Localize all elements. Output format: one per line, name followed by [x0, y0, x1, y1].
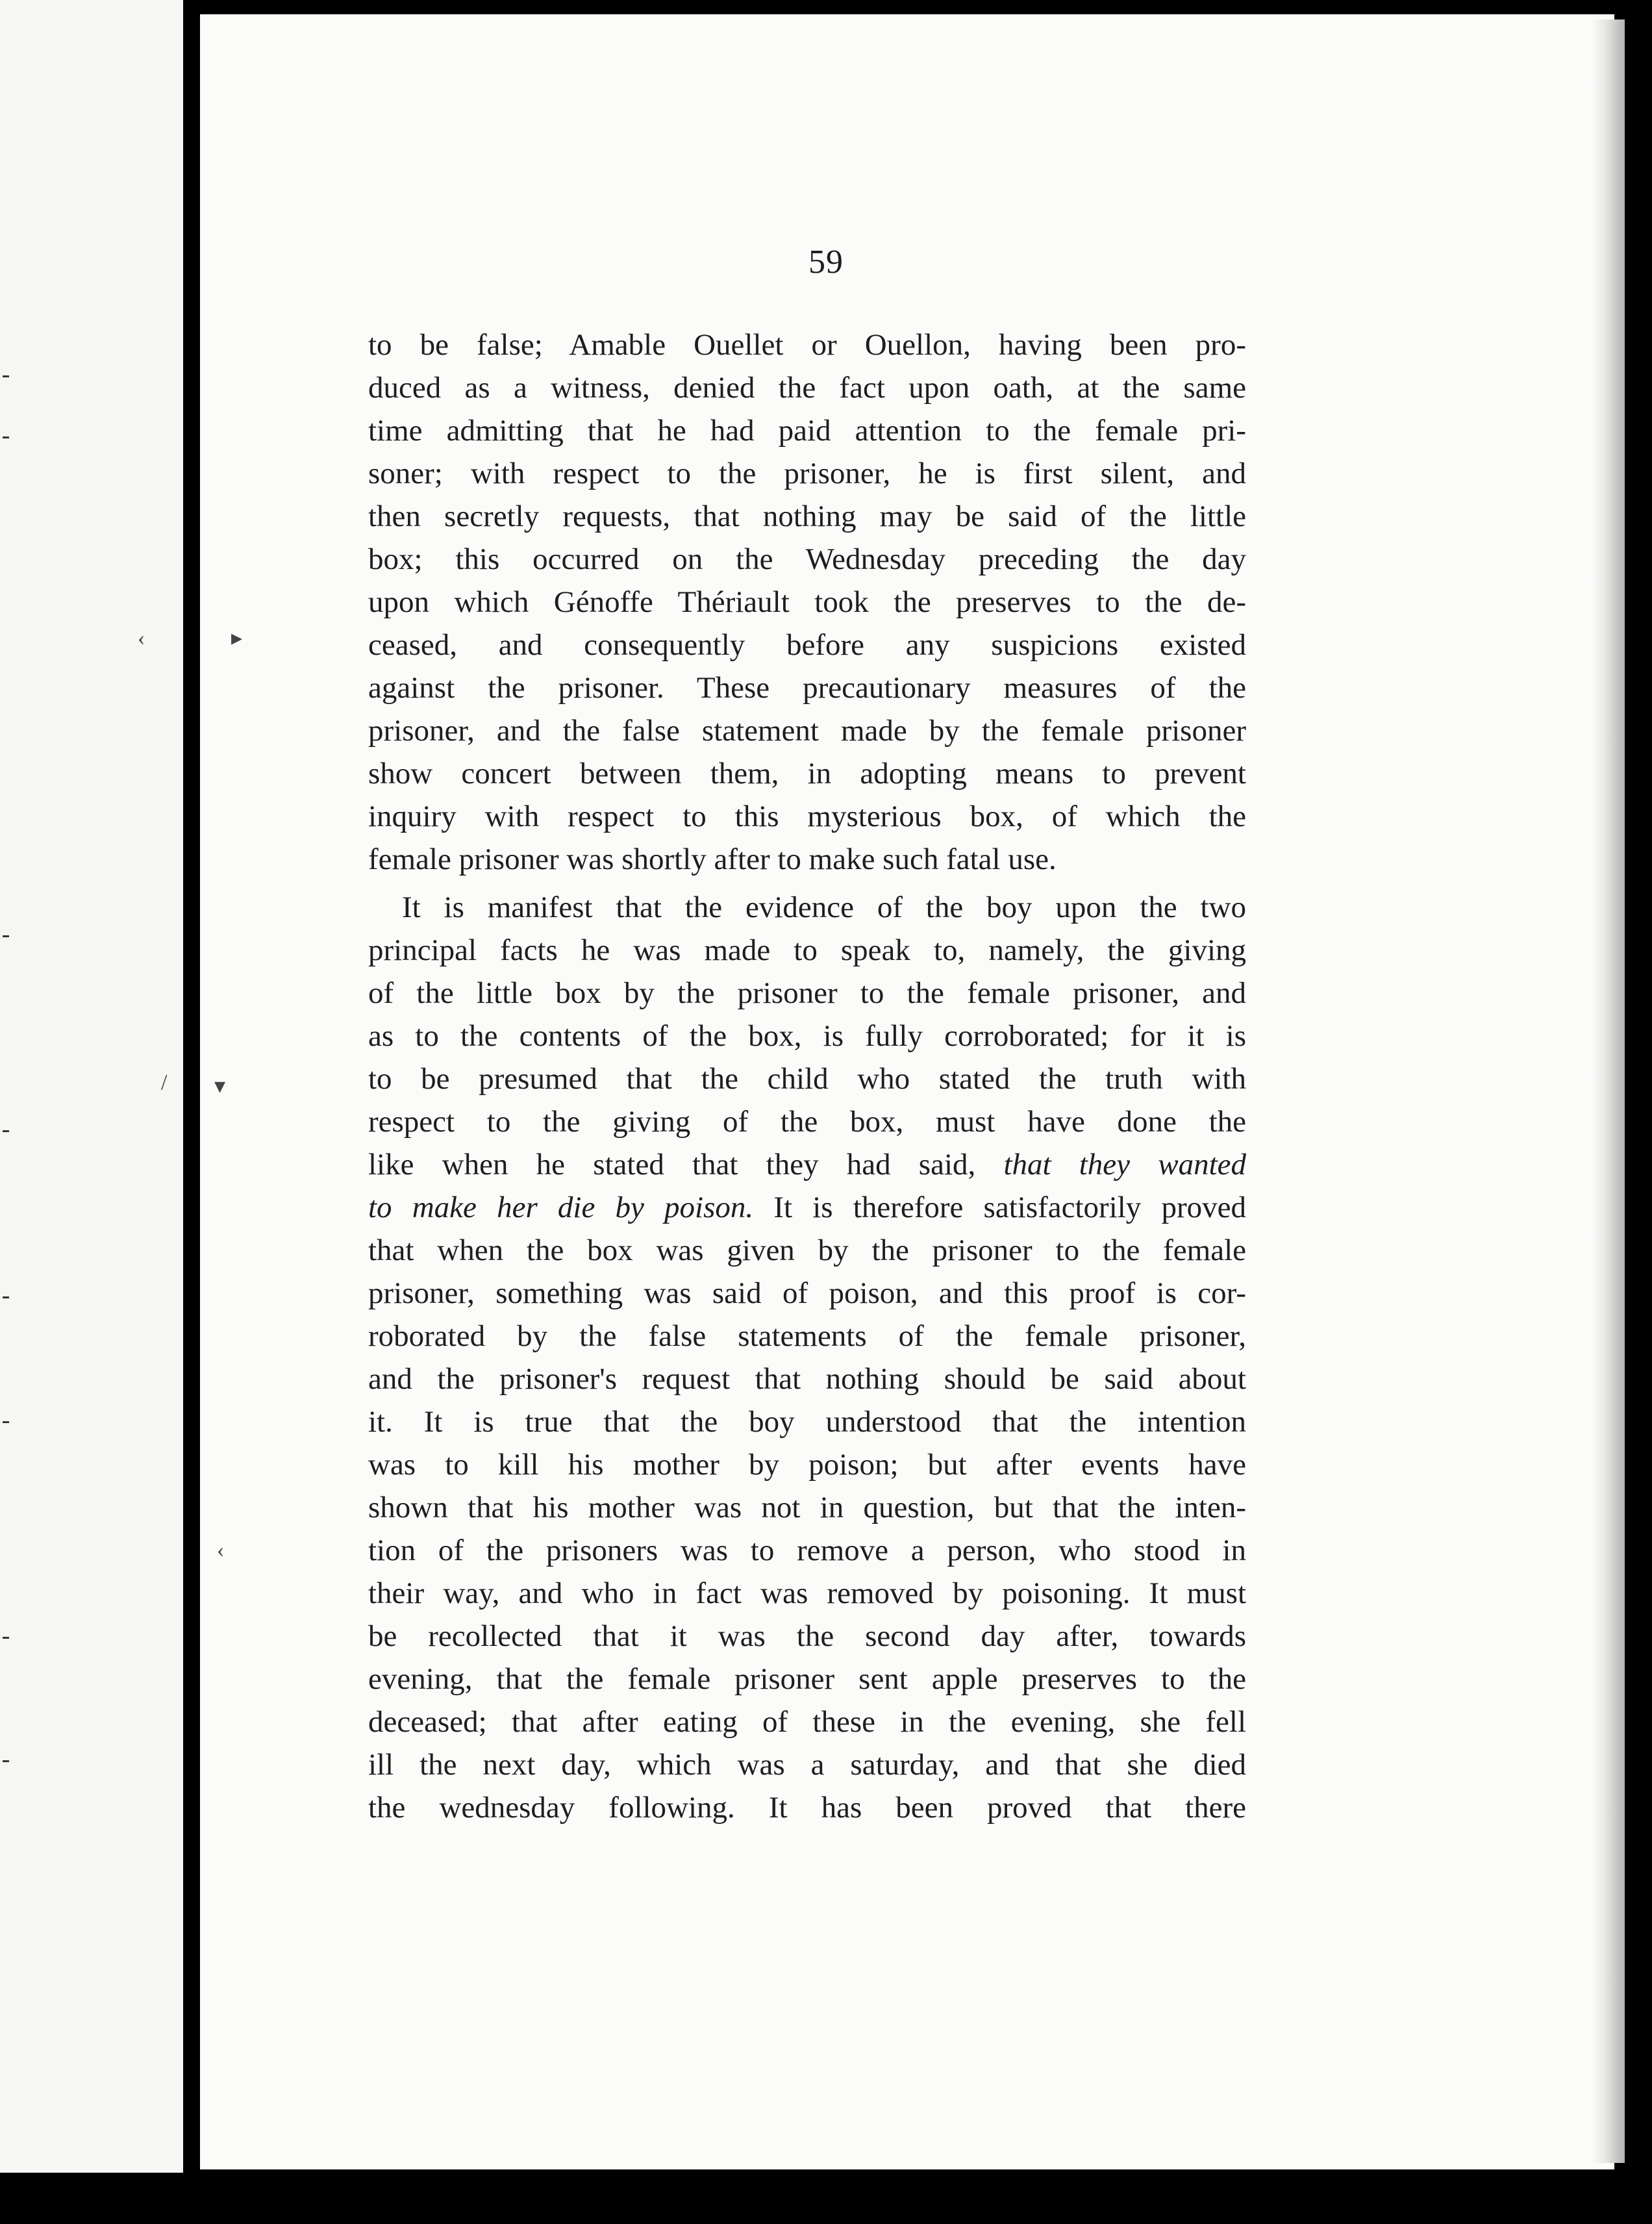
- text-run: like when he stated that they had said,: [368, 1148, 976, 1182]
- bleed-mark: [3, 1296, 9, 1298]
- paragraph-2: [368, 886, 1246, 1829]
- text-line-with-italic: [368, 1143, 1246, 1186]
- text-line: principal facts he was made to speak to, namely, the giving: [368, 933, 1246, 967]
- text-line: the wednesday following. It has been proved that there: [368, 1791, 1246, 1825]
- margin-tick: ▸: [231, 626, 243, 650]
- bleed-mark: [3, 375, 9, 377]
- text-line: time admitting that he had paid attention to the female pri-: [368, 414, 1246, 448]
- text-line: that when the box was given by the prisoner to the female: [368, 1233, 1246, 1267]
- text-line: show concert between them, in adopting means to prevent: [368, 757, 1246, 790]
- text-line: roborated by the false statements of the female prisoner,: [368, 1319, 1246, 1353]
- text-line: evening, that the female prisoner sent apple preserves to the: [368, 1662, 1246, 1696]
- body-text: [368, 323, 1246, 1829]
- text-line: deceased; that after eating of these in the evening, she fell: [368, 1705, 1246, 1739]
- text-line: was to kill his mother by poison; but after events have: [368, 1448, 1246, 1482]
- binding-gutter: [183, 0, 200, 2224]
- text-line: prisoner, and the false statement made by the female prisoner: [368, 714, 1246, 748]
- text-line: duced as a witness, denied the fact upon oath, at the same: [368, 371, 1246, 405]
- margin-tick: ▾: [214, 1074, 226, 1098]
- page-edge-shadow: [1591, 19, 1625, 2163]
- page-number: 59: [808, 244, 844, 281]
- facing-page-edge: [0, 0, 183, 2173]
- text-line: to be false; Amable Ouellet or Ouellon, having been pro-: [368, 328, 1246, 362]
- text-line: prisoner, something was said of poison, and this proof is cor-: [368, 1276, 1246, 1310]
- bleed-mark: [3, 1637, 9, 1639]
- margin-tick: ‹: [217, 1538, 225, 1562]
- scan-border: [1625, 0, 1652, 2224]
- bleed-mark: [3, 1421, 9, 1423]
- text-line: against the prisoner. These precautionary measures of the: [368, 671, 1246, 705]
- margin-tick: /: [161, 1070, 168, 1094]
- text-line: box; this occurred on the Wednesday preceding the day: [368, 542, 1246, 576]
- paragraph-1: [368, 323, 1246, 881]
- text-line: female prisoner was shortly after to make such fatal use.: [368, 842, 1057, 876]
- text-line: soner; with respect to the prisoner, he is first silent, and: [368, 457, 1246, 490]
- text-line: of the little box by the prisoner to the female prisoner, and: [368, 976, 1246, 1010]
- text-line: upon which Génoffe Thériault took the preserves to the de-: [368, 585, 1246, 619]
- text-line-with-italic: [368, 1186, 1246, 1229]
- text-line: be recollected that it was the second day after, towards: [368, 1619, 1246, 1653]
- text-line: and the prisoner's request that nothing should be said about: [368, 1362, 1246, 1396]
- bleed-mark: [3, 1130, 9, 1132]
- text-line: ill the next day, which was a saturday, and that she died: [368, 1748, 1246, 1782]
- text-line: shown that his mother was not in question, but that the inten-: [368, 1491, 1246, 1524]
- text-run: It is therefore satisfactorily proved: [753, 1191, 1246, 1224]
- text-line: as to the contents of the box, is fully corroborated; for it is: [368, 1019, 1246, 1053]
- text-line: ceased, and consequently before any suspicions existed: [368, 628, 1246, 662]
- text-line: tion of the prisoners was to remove a person, who stood in: [368, 1534, 1246, 1567]
- text-line: respect to the giving of the box, must have done the: [368, 1105, 1246, 1139]
- text-line: it. It is true that the boy understood that the intention: [368, 1405, 1246, 1439]
- bleed-mark: [3, 1760, 9, 1762]
- margin-tick: ‹: [138, 626, 145, 650]
- bleed-mark: [3, 935, 9, 937]
- text-line: their way, and who in fact was removed by poisoning. It must: [368, 1576, 1246, 1610]
- italic-quote: to make her die by poison.: [368, 1191, 754, 1224]
- text-line: inquiry with respect to this mysterious box, of which the: [368, 800, 1246, 833]
- text-line: then secretly requests, that nothing may be said of the little: [368, 499, 1246, 533]
- text-line: to be presumed that the child who stated the truth with: [368, 1062, 1246, 1096]
- italic-quote: that they wanted: [1003, 1148, 1246, 1182]
- bleed-mark: [3, 436, 9, 438]
- text-line: It is manifest that the evidence of the boy upon the two: [402, 891, 1246, 924]
